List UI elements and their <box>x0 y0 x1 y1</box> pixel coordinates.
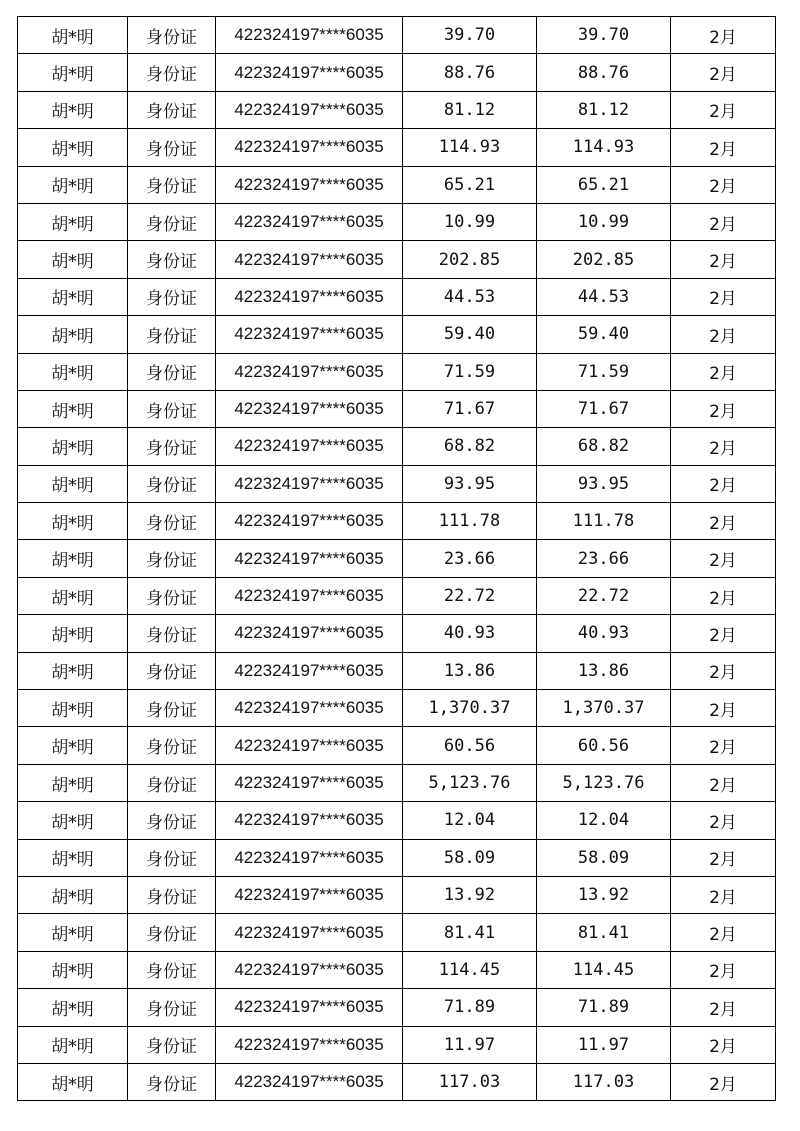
id-type-cell: 身份证 <box>128 989 216 1026</box>
amount-cell: 71.67 <box>403 390 537 427</box>
table-row <box>18 241 776 278</box>
id-type-cell: 身份证 <box>128 54 216 91</box>
amount-paid-cell: 93.95 <box>537 465 671 502</box>
amount-cell: 60.56 <box>403 727 537 764</box>
amount-paid-cell: 40.93 <box>537 615 671 652</box>
table-row <box>18 503 776 540</box>
table-row <box>18 428 776 465</box>
table-row <box>18 989 776 1026</box>
name-cell: 胡*明 <box>18 390 128 427</box>
id-type-cell: 身份证 <box>128 727 216 764</box>
month-cell: 2月 <box>671 1063 776 1100</box>
amount-cell: 114.45 <box>403 951 537 988</box>
name-cell: 胡*明 <box>18 989 128 1026</box>
amount-paid-cell: 114.93 <box>537 129 671 166</box>
amount-cell: 58.09 <box>403 839 537 876</box>
table-row <box>18 166 776 203</box>
name-cell: 胡*明 <box>18 839 128 876</box>
id-number-cell: 422324197****6035 <box>216 1063 403 1100</box>
id-type-cell: 身份证 <box>128 241 216 278</box>
month-cell: 2月 <box>671 203 776 240</box>
table-row <box>18 802 776 839</box>
id-number-cell: 422324197****6035 <box>216 914 403 951</box>
amount-paid-cell: 88.76 <box>537 54 671 91</box>
id-number-cell: 422324197****6035 <box>216 652 403 689</box>
amount-paid-cell: 23.66 <box>537 540 671 577</box>
table-row <box>18 577 776 614</box>
month-cell: 2月 <box>671 278 776 315</box>
name-cell: 胡*明 <box>18 353 128 390</box>
name-cell: 胡*明 <box>18 241 128 278</box>
name-cell: 胡*明 <box>18 1063 128 1100</box>
amount-cell: 71.89 <box>403 989 537 1026</box>
id-type-cell: 身份证 <box>128 278 216 315</box>
id-number-cell: 422324197****6035 <box>216 764 403 801</box>
id-number-cell: 422324197****6035 <box>216 690 403 727</box>
id-number-cell: 422324197****6035 <box>216 129 403 166</box>
table-row <box>18 951 776 988</box>
name-cell: 胡*明 <box>18 203 128 240</box>
id-number-cell: 422324197****6035 <box>216 54 403 91</box>
id-type-cell: 身份证 <box>128 839 216 876</box>
name-cell: 胡*明 <box>18 876 128 913</box>
id-number-cell: 422324197****6035 <box>216 91 403 128</box>
name-cell: 胡*明 <box>18 54 128 91</box>
table-row <box>18 839 776 876</box>
id-number-cell: 422324197****6035 <box>216 802 403 839</box>
id-number-cell: 422324197****6035 <box>216 951 403 988</box>
month-cell: 2月 <box>671 951 776 988</box>
id-type-cell: 身份证 <box>128 353 216 390</box>
name-cell: 胡*明 <box>18 503 128 540</box>
amount-paid-cell: 71.89 <box>537 989 671 1026</box>
amount-cell: 114.93 <box>403 129 537 166</box>
name-cell: 胡*明 <box>18 615 128 652</box>
table-row <box>18 615 776 652</box>
id-number-cell: 422324197****6035 <box>216 166 403 203</box>
month-cell: 2月 <box>671 91 776 128</box>
table-row <box>18 465 776 502</box>
amount-paid-cell: 13.92 <box>537 876 671 913</box>
amount-paid-cell: 10.99 <box>537 203 671 240</box>
amount-paid-cell: 13.86 <box>537 652 671 689</box>
amount-cell: 13.86 <box>403 652 537 689</box>
amount-paid-cell: 12.04 <box>537 802 671 839</box>
name-cell: 胡*明 <box>18 166 128 203</box>
month-cell: 2月 <box>671 1026 776 1063</box>
amount-cell: 59.40 <box>403 316 537 353</box>
id-type-cell: 身份证 <box>128 91 216 128</box>
name-cell: 胡*明 <box>18 316 128 353</box>
id-number-cell: 422324197****6035 <box>216 316 403 353</box>
amount-cell: 202.85 <box>403 241 537 278</box>
month-cell: 2月 <box>671 989 776 1026</box>
amount-paid-cell: 81.12 <box>537 91 671 128</box>
amount-cell: 93.95 <box>403 465 537 502</box>
name-cell: 胡*明 <box>18 652 128 689</box>
table-row <box>18 652 776 689</box>
id-number-cell: 422324197****6035 <box>216 203 403 240</box>
table-row <box>18 203 776 240</box>
payment-table <box>17 16 776 1101</box>
name-cell: 胡*明 <box>18 428 128 465</box>
name-cell: 胡*明 <box>18 540 128 577</box>
name-cell: 胡*明 <box>18 129 128 166</box>
month-cell: 2月 <box>671 764 776 801</box>
table-row <box>18 54 776 91</box>
amount-paid-cell: 22.72 <box>537 577 671 614</box>
id-type-cell: 身份证 <box>128 428 216 465</box>
amount-paid-cell: 71.67 <box>537 390 671 427</box>
id-number-cell: 422324197****6035 <box>216 839 403 876</box>
month-cell: 2月 <box>671 353 776 390</box>
month-cell: 2月 <box>671 503 776 540</box>
name-cell: 胡*明 <box>18 951 128 988</box>
id-number-cell: 422324197****6035 <box>216 390 403 427</box>
month-cell: 2月 <box>671 428 776 465</box>
amount-paid-cell: 71.59 <box>537 353 671 390</box>
amount-paid-cell: 44.53 <box>537 278 671 315</box>
amount-cell: 81.41 <box>403 914 537 951</box>
id-type-cell: 身份证 <box>128 1026 216 1063</box>
amount-paid-cell: 11.97 <box>537 1026 671 1063</box>
amount-cell: 11.97 <box>403 1026 537 1063</box>
month-cell: 2月 <box>671 839 776 876</box>
amount-paid-cell: 59.40 <box>537 316 671 353</box>
name-cell: 胡*明 <box>18 17 128 54</box>
name-cell: 胡*明 <box>18 577 128 614</box>
id-type-cell: 身份证 <box>128 129 216 166</box>
name-cell: 胡*明 <box>18 1026 128 1063</box>
name-cell: 胡*明 <box>18 914 128 951</box>
name-cell: 胡*明 <box>18 727 128 764</box>
id-number-cell: 422324197****6035 <box>216 503 403 540</box>
amount-cell: 71.59 <box>403 353 537 390</box>
id-type-cell: 身份证 <box>128 316 216 353</box>
table-row <box>18 690 776 727</box>
month-cell: 2月 <box>671 914 776 951</box>
table-row <box>18 390 776 427</box>
month-cell: 2月 <box>671 690 776 727</box>
id-type-cell: 身份证 <box>128 465 216 502</box>
id-type-cell: 身份证 <box>128 203 216 240</box>
id-number-cell: 422324197****6035 <box>216 876 403 913</box>
table-row <box>18 727 776 764</box>
id-type-cell: 身份证 <box>128 876 216 913</box>
amount-paid-cell: 114.45 <box>537 951 671 988</box>
amount-paid-cell: 58.09 <box>537 839 671 876</box>
amount-cell: 23.66 <box>403 540 537 577</box>
table-row <box>18 876 776 913</box>
id-number-cell: 422324197****6035 <box>216 540 403 577</box>
amount-cell: 22.72 <box>403 577 537 614</box>
amount-cell: 68.82 <box>403 428 537 465</box>
id-number-cell: 422324197****6035 <box>216 241 403 278</box>
month-cell: 2月 <box>671 129 776 166</box>
id-number-cell: 422324197****6035 <box>216 727 403 764</box>
id-type-cell: 身份证 <box>128 1063 216 1100</box>
month-cell: 2月 <box>671 241 776 278</box>
amount-paid-cell: 65.21 <box>537 166 671 203</box>
name-cell: 胡*明 <box>18 278 128 315</box>
id-number-cell: 422324197****6035 <box>216 577 403 614</box>
month-cell: 2月 <box>671 540 776 577</box>
amount-cell: 13.92 <box>403 876 537 913</box>
amount-paid-cell: 117.03 <box>537 1063 671 1100</box>
table-row <box>18 129 776 166</box>
id-type-cell: 身份证 <box>128 166 216 203</box>
id-type-cell: 身份证 <box>128 802 216 839</box>
name-cell: 胡*明 <box>18 465 128 502</box>
amount-paid-cell: 202.85 <box>537 241 671 278</box>
table-row <box>18 540 776 577</box>
table-row <box>18 1026 776 1063</box>
id-type-cell: 身份证 <box>128 577 216 614</box>
amount-cell: 40.93 <box>403 615 537 652</box>
month-cell: 2月 <box>671 577 776 614</box>
amount-cell: 5,123.76 <box>403 764 537 801</box>
table-row <box>18 1063 776 1100</box>
id-number-cell: 422324197****6035 <box>216 465 403 502</box>
month-cell: 2月 <box>671 54 776 91</box>
id-type-cell: 身份证 <box>128 652 216 689</box>
amount-paid-cell: 81.41 <box>537 914 671 951</box>
amount-cell: 81.12 <box>403 91 537 128</box>
id-number-cell: 422324197****6035 <box>216 17 403 54</box>
id-number-cell: 422324197****6035 <box>216 278 403 315</box>
month-cell: 2月 <box>671 802 776 839</box>
id-number-cell: 422324197****6035 <box>216 989 403 1026</box>
amount-paid-cell: 68.82 <box>537 428 671 465</box>
table-row <box>18 914 776 951</box>
table-row <box>18 91 776 128</box>
table-row <box>18 353 776 390</box>
amount-paid-cell: 111.78 <box>537 503 671 540</box>
id-number-cell: 422324197****6035 <box>216 428 403 465</box>
amount-cell: 44.53 <box>403 278 537 315</box>
name-cell: 胡*明 <box>18 91 128 128</box>
name-cell: 胡*明 <box>18 802 128 839</box>
amount-paid-cell: 39.70 <box>537 17 671 54</box>
id-type-cell: 身份证 <box>128 540 216 577</box>
id-type-cell: 身份证 <box>128 390 216 427</box>
month-cell: 2月 <box>671 465 776 502</box>
id-number-cell: 422324197****6035 <box>216 615 403 652</box>
id-number-cell: 422324197****6035 <box>216 353 403 390</box>
amount-cell: 12.04 <box>403 802 537 839</box>
amount-paid-cell: 1,370.37 <box>537 690 671 727</box>
month-cell: 2月 <box>671 876 776 913</box>
month-cell: 2月 <box>671 17 776 54</box>
amount-paid-cell: 60.56 <box>537 727 671 764</box>
amount-cell: 1,370.37 <box>403 690 537 727</box>
amount-cell: 117.03 <box>403 1063 537 1100</box>
id-type-cell: 身份证 <box>128 951 216 988</box>
amount-cell: 39.70 <box>403 17 537 54</box>
name-cell: 胡*明 <box>18 690 128 727</box>
table-row <box>18 278 776 315</box>
amount-cell: 88.76 <box>403 54 537 91</box>
id-number-cell: 422324197****6035 <box>216 1026 403 1063</box>
amount-paid-cell: 5,123.76 <box>537 764 671 801</box>
month-cell: 2月 <box>671 390 776 427</box>
amount-cell: 65.21 <box>403 166 537 203</box>
table-row <box>18 17 776 54</box>
id-type-cell: 身份证 <box>128 503 216 540</box>
id-type-cell: 身份证 <box>128 914 216 951</box>
month-cell: 2月 <box>671 652 776 689</box>
id-type-cell: 身份证 <box>128 764 216 801</box>
id-type-cell: 身份证 <box>128 17 216 54</box>
table-row <box>18 316 776 353</box>
month-cell: 2月 <box>671 316 776 353</box>
id-type-cell: 身份证 <box>128 690 216 727</box>
month-cell: 2月 <box>671 166 776 203</box>
name-cell: 胡*明 <box>18 764 128 801</box>
amount-cell: 10.99 <box>403 203 537 240</box>
payment-table-body <box>18 17 776 1101</box>
table-row <box>18 764 776 801</box>
month-cell: 2月 <box>671 615 776 652</box>
amount-cell: 111.78 <box>403 503 537 540</box>
month-cell: 2月 <box>671 727 776 764</box>
id-type-cell: 身份证 <box>128 615 216 652</box>
